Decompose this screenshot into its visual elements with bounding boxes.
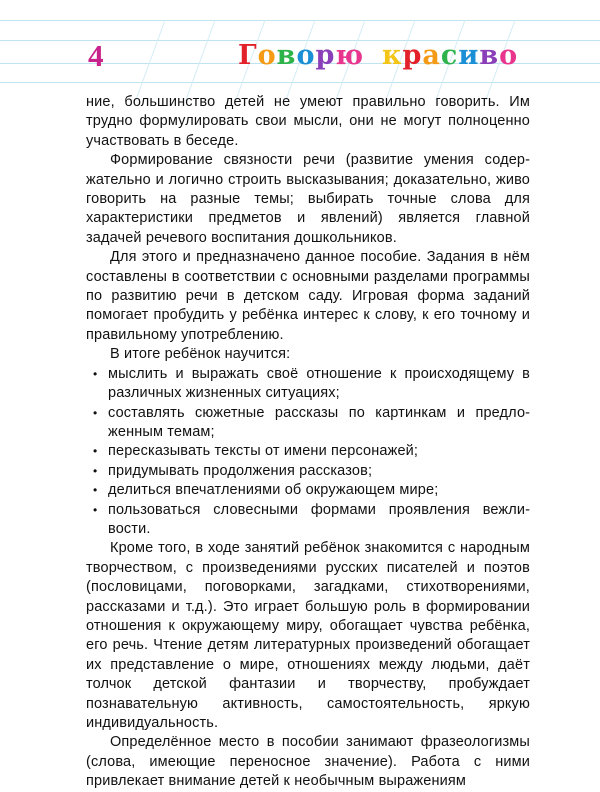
- guide-slant: [185, 20, 215, 100]
- title-letter: к: [382, 40, 403, 71]
- paragraph: Кроме того, в ходе занятий ребёнок знакомится с народным творчеством, с произведениями русских писателей и поэтов (пословицами, поговорками, загадками, стихотворениями, рассказами и т.д.). Это играет большую роль в формировании отношения к окружающему миру, обогащает чувства ребёнка, его речь. Чтение детям литературных произведений обогащает их представление о мире, отношениях между людьми, даёт толчок детской фантазии и творчеству, пробуждает познавательную активность, самостоятельность, яркую индивидуальность.: [86, 540, 530, 731]
- title-letter: а: [422, 40, 441, 71]
- paragraph: Формирование связности речи (развитие умения содержательно и логично строить высказывания; доказательно, живо говорить на разные темы; выбирать точные слова для характеристики предметов и явлений) является главной задачей речевого воспитания дошкольников.: [86, 152, 530, 246]
- title-letter: р: [315, 40, 336, 71]
- list-item: • пользоваться словесными формами проявления вежливости.: [93, 501, 530, 537]
- title-letter: в: [276, 40, 297, 71]
- title-letter: с: [440, 40, 459, 71]
- page-body: [86, 93, 530, 792]
- paragraph: В итоге ребёнок научится:: [110, 346, 291, 363]
- bullet-icon: •: [93, 444, 98, 459]
- page-number: 4: [88, 38, 104, 73]
- bullet-icon: •: [93, 502, 98, 517]
- list-item: • пересказывать тексты от имени персонажей;: [86, 442, 530, 461]
- skills-list: [86, 365, 530, 540]
- list-item: • мыслить и выражать своё отношение к происходящему в различных жизненных ситуациях;: [93, 365, 530, 402]
- paragraph: Определённое место в пособии занимают фразеологизмы (слова, имеющие переносное значение). Работа с ними привлекает внимание детей к необычным выражениям: [86, 734, 530, 790]
- page-header: [0, 0, 600, 100]
- list-item: • составлять сюжетные рассказы по картинкам и предложенным темам;: [93, 404, 530, 440]
- title-letter: в: [479, 40, 500, 71]
- title-letter: и: [458, 40, 480, 71]
- title-letter: о: [296, 40, 316, 71]
- bullet-icon: •: [93, 483, 98, 498]
- title-letter: ю: [335, 40, 365, 71]
- bullet-icon: •: [93, 405, 98, 420]
- title-letter: о: [499, 40, 519, 71]
- paragraph: Для этого и предназначено данное пособие. Задания в нём составлены в соответствии с основными разделами программы по развитию речи в детском саду. Игровая форма заданий помогает пробудить у ребёнка интерес к слову, к его точному и правильному употреблению.: [86, 249, 530, 343]
- list-item: • делиться впечатлениями об окружающем мире;: [86, 481, 530, 500]
- title-word-1: [238, 40, 364, 71]
- guide-line: [0, 20, 600, 21]
- bullet-icon: •: [93, 463, 98, 478]
- title-letter: о: [257, 40, 277, 71]
- title-word-2: [382, 40, 518, 71]
- list-item: • придумывать продолжения рассказов;: [86, 462, 530, 481]
- guide-slant: [135, 20, 165, 100]
- title-letter: Г: [238, 40, 258, 71]
- bullet-icon: •: [93, 366, 98, 381]
- guide-line: [0, 82, 600, 83]
- book-title: [238, 42, 518, 69]
- paragraph: ние, большинство детей не умеют правильно говорить. Им трудно формулировать свои мысли, они не могут полноценно участвовать в беседе.: [86, 94, 530, 149]
- title-letter: р: [402, 40, 423, 71]
